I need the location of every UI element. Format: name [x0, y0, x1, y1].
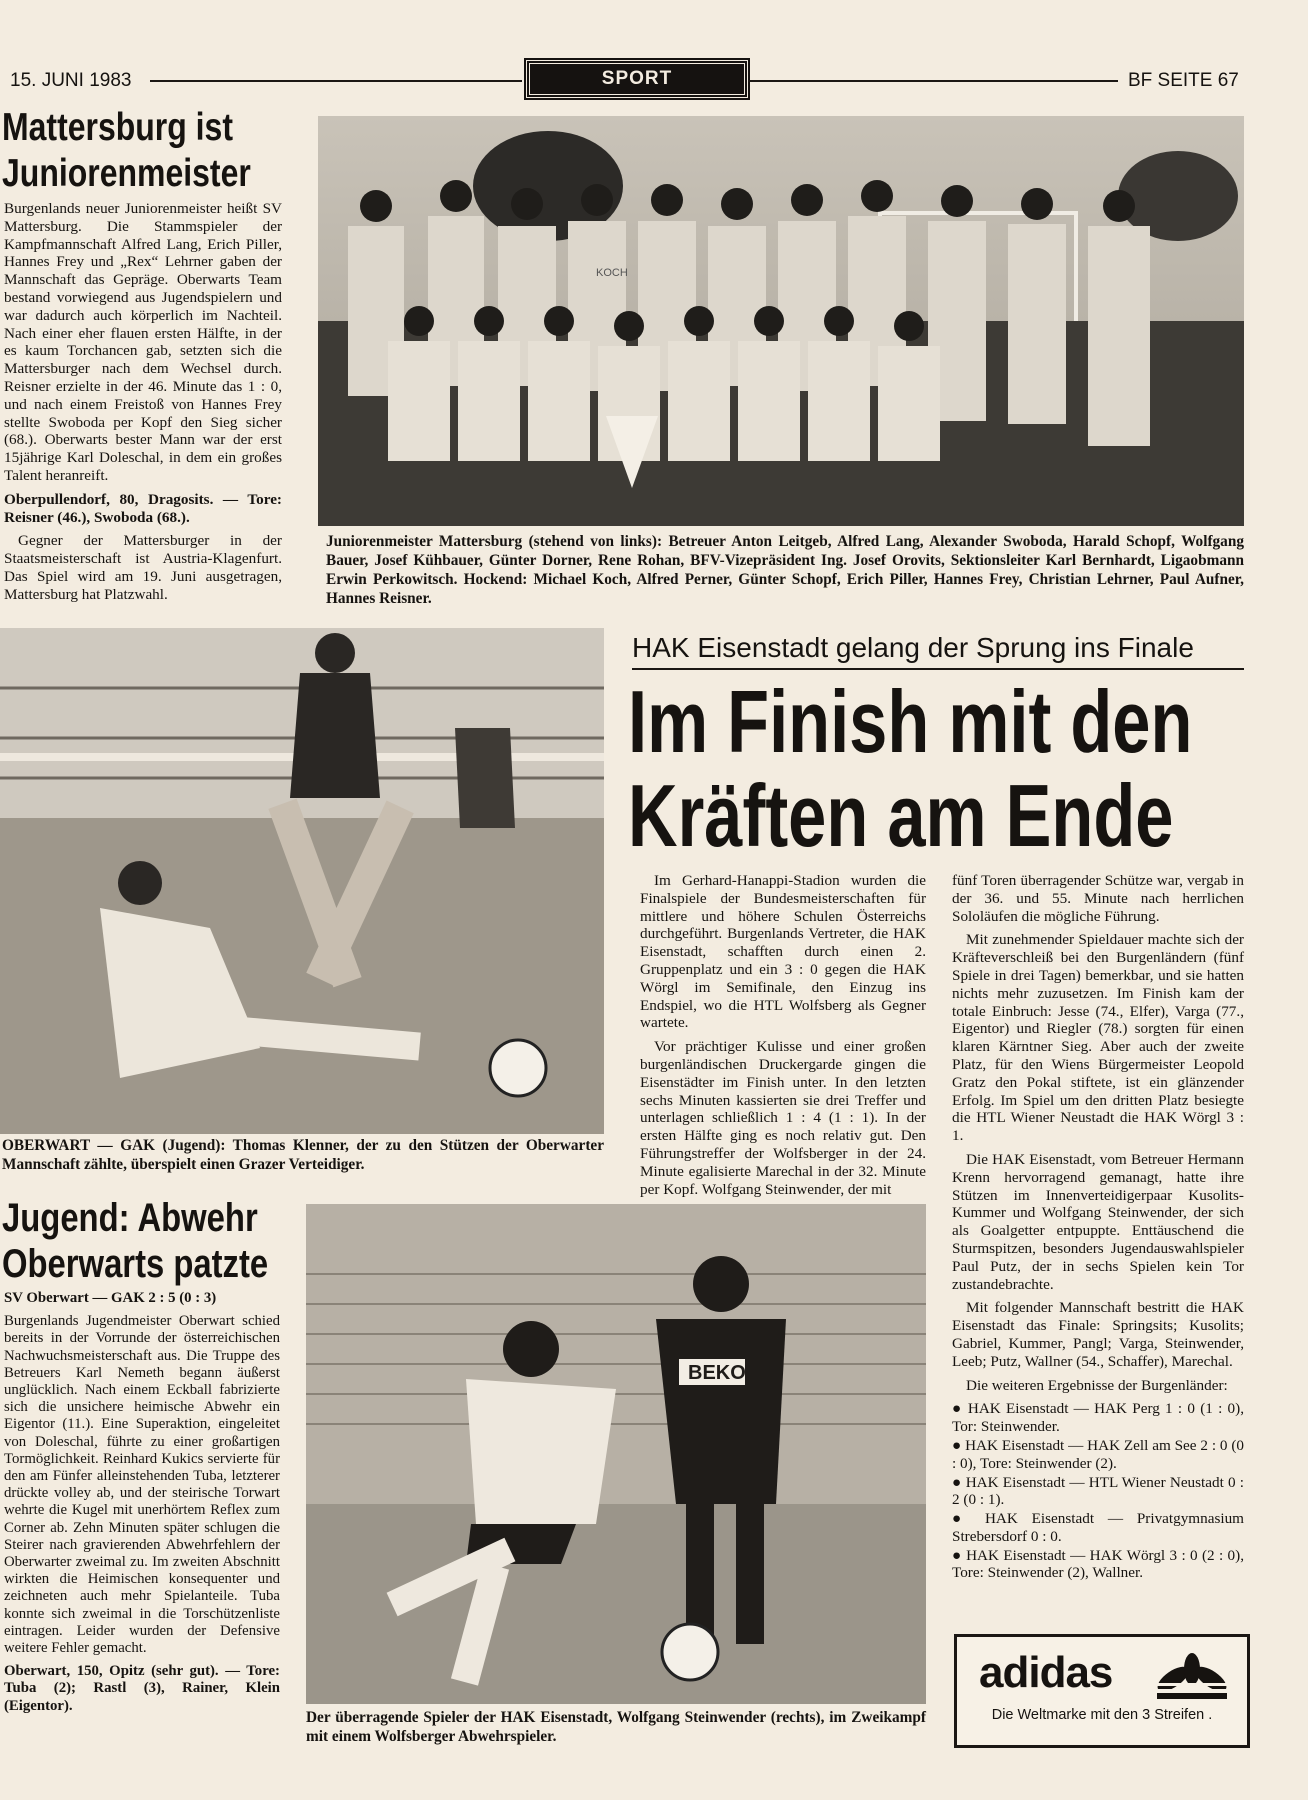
article2-paragraph: Mit folgender Mannschaft bestritt die HAK Eisenstadt das Finale: Springsits; Kusolits; Gabriel, Kummer, Pangl; Varga, Steinwender, Leeb; Putz, Wallner (54., Schaffer), Marechal. — [952, 1299, 1244, 1370]
oberwart-photo-caption: OBERWART — GAK (Jugend): Thomas Klenner, der zu den Stützen der Oberwarter Mannschaft zählte, überspielt einen Grazer Verteidiger. — [2, 1137, 604, 1173]
article3-score-line: SV Oberwart — GAK 2 : 5 (0 : 3) — [4, 1290, 217, 1306]
article1-headline-line2: Juniorenmeister — [2, 152, 251, 195]
result-item: ● HAK Eisenstadt — HAK Zell am See 2 : 0 (0 : 0), Tore: Steinwender (2). — [952, 1436, 1244, 1472]
article1-headline-line1: Mattersburg ist — [2, 106, 233, 149]
steinwender-photo-caption: Der überragende Spieler der HAK Eisenstadt, Wolfgang Steinwender (rechts), im Zweikampf mit einem Wolfsberger Abwehrspieler. — [306, 1709, 926, 1745]
result-item: ● HAK Eisenstadt — HTL Wiener Neustadt 0 : 2 (0 : 1). — [952, 1473, 1244, 1509]
article2-paragraph: Vor prächtiger Kulisse und einer großen burgenländischen Druckergarde gingen die Eisenstädter im Finish unter. In den letzten sechs Minuten kassierten sie drei Treffer und unterlagen schließlich 1 : 4 (1 : 1). In der ersten Hälfte ging es noch relativ gut. Den Führungstreffer der Wolfsberger in der 24. Minute egalisierte Marechal in der 32. Minute per Kopf. Wolfgang Steinwender, der mit — [640, 1038, 926, 1198]
result-item: ● HAK Eisenstadt — HAK Wörgl 3 : 0 (2 : 0), Tore: Steinwender (2), Wallner. — [952, 1546, 1244, 1582]
oberwart-match-photo — [0, 628, 604, 1134]
article2-paragraph: Im Gerhard-Hanappi-Stadion wurden die Finalspiele der Bundesmeisterschaften für mittlere und höhere Schulen Österreichs durchgeführt. Burgenlands Vertreter, die HAK Eisenstadt, schafften durch einen 2. Gruppenplatz und ein 3 : 0 gegen die HAK Wörgl im Semifinale, den Einzug ins Endspiel, wo die HTL Wolfsberg als Gegner wartete. — [640, 872, 926, 1032]
page-number: BF SEITE 67 — [1128, 70, 1239, 91]
team-photo-illustration — [318, 116, 1244, 526]
team-photo — [318, 116, 1244, 526]
header-rule-left — [150, 80, 522, 82]
article3-headline-line1: Jugend: Abwehr — [2, 1196, 258, 1240]
result-item: ● HAK Eisenstadt — HAK Perg 1 : 0 (1 : 0), Tor: Steinwender. — [952, 1400, 1244, 1436]
article2-paragraph: Die HAK Eisenstadt, vom Betreuer Hermann Krenn hervorragend gemanagt, hatte ihre Stützen im Innenverteidigerpaar Kusolits-Kummer und Wolfgang Steinwender, der sich als Goalgetter entpuppte. Enttäuschend die Sturmspitzen, besonders Jugendauswahlspieler Paul Putz, der in sechs Spielen kein Tor zustandebrachte. — [952, 1150, 1244, 1293]
article1-paragraph: Gegner der Mattersburger in der Staatsmeisterschaft ist Austria-Klagenfurt. Das Spiel wird am 19. Juni ausgetragen, Mattersburg hat Platzwahl. — [4, 532, 282, 603]
result-item: ● HAK Eisenstadt — Privatgymnasium Strebersdorf 0 : 0. — [952, 1510, 1244, 1545]
oberwart-match-illustration — [0, 628, 604, 1134]
article2-column1 — [640, 872, 926, 1204]
article2-headline-line1: Im Finish mit den — [628, 672, 1193, 771]
adidas-advertisement — [954, 1634, 1250, 1748]
section-label: SPORT — [526, 60, 748, 98]
header-rule-right — [748, 80, 1118, 82]
article3-headline-line2: Oberwarts patzte — [2, 1242, 269, 1286]
adidas-brand: adidas — [979, 1648, 1113, 1697]
article2-paragraph: Die weiteren Ergebnisse der Burgenländer: — [966, 1376, 1228, 1394]
article1-paragraph: Burgenlands neuer Juniorenmeister heißt SV Mattersburg. Die Stammspieler der Kampfmannschaft Alfred Lang, Erich Piller, Hannes Frey und „Rex“ Lehrner gaben der Mannschaft das Gepräge. Oberwarts Team bestand vorwiegend aus Jugendspielern und war dadurch auch körperlich im Nachteil. Nach einer eher flauen ersten Hälfte, in der es kaum Torchancen gab, setzten sich die Mattersburger nach dem Wechsel durch. Reisner erzielte in der 46. Minute das 1 : 0, und nach einem Freistoß von Hannes Frey stellte Swoboda per Kopf den Sieg sicher (68.). Oberwarts bester Mann war der erst 15jährige Karl Doleschal, in dem ein großes Talent heranreift. — [4, 200, 282, 484]
article1-body — [4, 200, 282, 610]
article3-paragraph: Burgenlands Jugendmeister Oberwart schied bereits in der Vorrunde der österreichischen Nachwuchsmeisterschaft aus. Die Truppe des Betreuers Karl Nemeth begann äußerst unglücklich. Nach einem Eckball fabrizierte sich die unsichere heimische Abwehr ein Eigentor (11.). Eine Superaktion, eingeleitet von Doleschal, führte zu einer großartigen Tormöglichkeit. Reinhard Kukics servierte für den am Fünfer alleinstehenden Tuba, letzterer drückte volley ab, und der steirische Torwart wehrte die Kugel mit unerhörtem Reflex zum Corner ab. Zehn Minuten später schlugen die Steirer nach gravierenden Abwehrfehlern der Oberwarter zweimal zu. Im zweiten Abschnitt wirkten die Heimischen konsequenter und zeichneten auch mehr Spielanteile. Tuba konnte sich zweimal in die Torschützenliste eintragen. Leider wurden der Defensive weitere Fehler gemacht. — [4, 1313, 280, 1657]
team-photo-shirt-text: KOCH — [596, 267, 628, 279]
article2-headline-line2: Kräften am Ende — [628, 766, 1174, 865]
article1-paragraph: Oberpullendorf, 80, Dragosits. — Tore: Reisner (46.), Swoboda (68.). — [4, 490, 282, 526]
adidas-tagline: Die Weltmarke mit den 3 Streifen . — [991, 1707, 1213, 1723]
steinwender-photo-illustration — [306, 1204, 926, 1704]
steinwender-photo — [306, 1204, 926, 1704]
article2-paragraph: Mit zunehmender Spieldauer machte sich der Kräfteverschleiß bei den Burgenländern (fünf Spiele in drei Tagen) bemerkbar, und sie hatten nichts mehr zuzusetzen. Im Finish kam der totale Einbruch: Jesse (74., Elfer), Varga (77., Eigentor) und Riegler (78.) sorgten für einen klaren Kärntner Sieg. Aber auch der zweite Platz, für den Wiens Bürgermeister Leopold Gratz den Pokal stiftete, ist ein glänzender Erfolg. Im Spiel um den dritten Platz besiegte die HTL Wiener Neustadt die HAK Wörgl 3 : 1. — [952, 931, 1244, 1145]
article3-body — [4, 1290, 280, 1721]
kicker-rule — [632, 668, 1244, 670]
article2-kicker: HAK Eisenstadt gelang der Sprung ins Finale — [632, 632, 1194, 663]
issue-date: 15. JUNI 1983 — [10, 70, 132, 91]
adidas-trefoil-icon — [1153, 1653, 1231, 1701]
steinwender-shirt-text: BEKO — [688, 1362, 746, 1384]
article3-paragraph: Oberwart, 150, Opitz (sehr gut). — Tore: Tuba (2); Rastl (3), Rainer, Klein (Eigentor). — [4, 1663, 280, 1714]
article2-column2 — [952, 872, 1244, 1583]
results-list — [952, 1400, 1244, 1582]
article2-paragraph: fünf Toren überragender Schütze war, vergab in der 36. und 55. Minute nach herrlichen Sololäufen die mögliche Führung. — [952, 872, 1244, 925]
team-photo-caption: Juniorenmeister Mattersburg (stehend von links): Betreuer Anton Leitgeb, Alfred Lang, Alexander Swoboda, Harald Schopf, Wolfgang Bauer, Josef Kühbauer, Günter Dorner, Rene Rohan, BFV-Vizepräsident Ing. Josef Orovits, Sektionsleiter Karl Bernhardt, Ligaobmann Erwin Perkowitsch. Hockend: Michael Koch, Alfred Perner, Günter Schopf, Erich Piller, Hannes Frey, Christian Lehrner, Paul Aufner, Hannes Reisner. — [326, 533, 1244, 607]
